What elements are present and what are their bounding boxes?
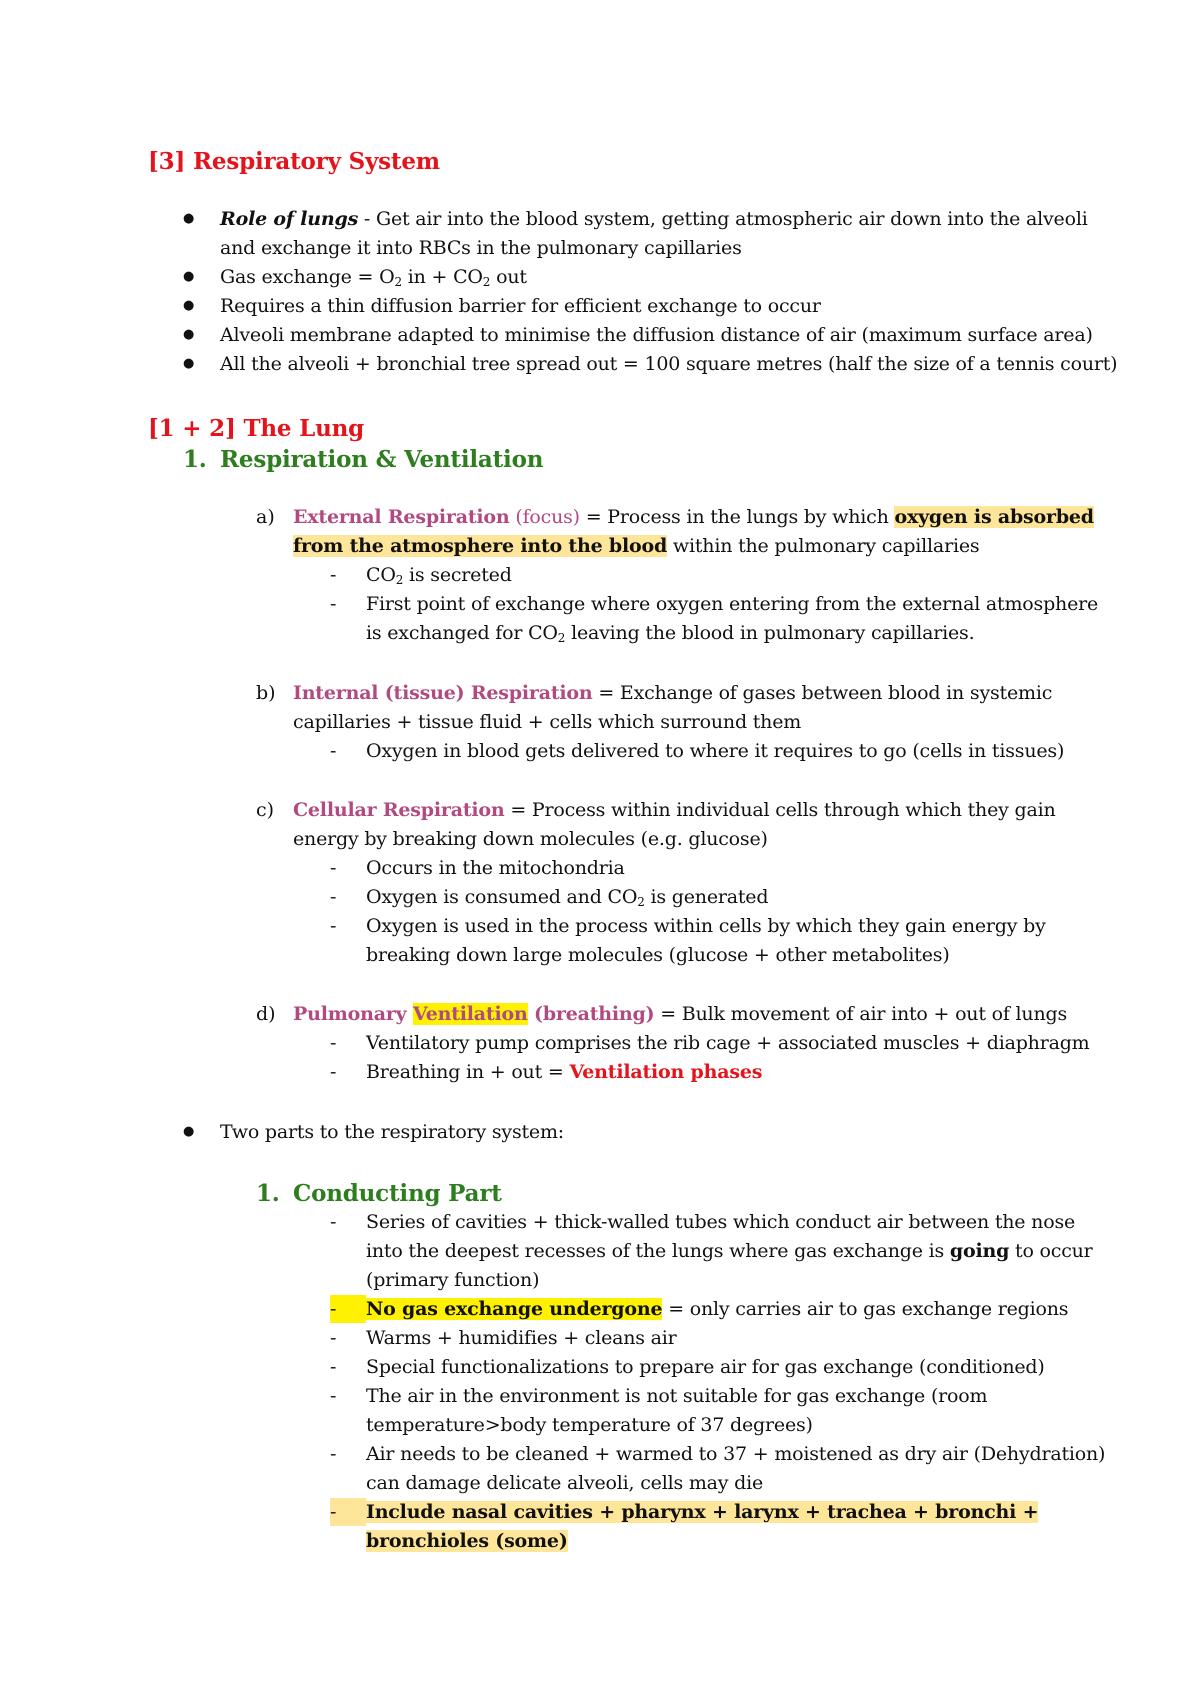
pulmonary-ventilation-sub2: Breathing in + out = Ventilation phases bbox=[366, 1061, 763, 1083]
bullet-icon: ● bbox=[183, 1124, 195, 1139]
dash-icon: - bbox=[330, 1385, 337, 1407]
conducting-item4: Special functionalizations to prepare air for gas exchange (conditioned) bbox=[366, 1356, 1045, 1378]
conducting-item1-cont2: (primary function) bbox=[366, 1269, 540, 1291]
cellular-respiration-sub3-cont: breaking down large molecules (glucose + other metabolites) bbox=[366, 944, 950, 966]
list-item-two-parts: Two parts to the respiratory system: bbox=[220, 1121, 564, 1143]
cellular-respiration-sub3: Oxygen is used in the process within cells by which they gain energy by bbox=[366, 915, 1046, 937]
list-item-gas-exchange: Gas exchange = $O_2$ in + $CO_2$ out bbox=[220, 266, 527, 289]
internal-respiration-line1: Internal (tissue) Respiration = Exchange of gases between blood in systemic bbox=[293, 682, 1053, 704]
dash-icon: - bbox=[330, 593, 337, 615]
conducting-item1: Series of cavities + thick-walled tubes which conduct air between the nose bbox=[366, 1211, 1076, 1233]
internal-respiration-sub1: Oxygen in blood gets delivered to where it requires to go (cells in tissues) bbox=[366, 740, 1065, 762]
dash-icon: - bbox=[330, 740, 337, 762]
list-marker: c) bbox=[256, 799, 275, 821]
pulmonary-ventilation-sub1: Ventilatory pump comprises the rib cage + associated muscles + diaphragm bbox=[366, 1032, 1090, 1054]
list-marker: b) bbox=[256, 682, 276, 704]
bullet-icon: ● bbox=[183, 356, 195, 371]
conducting-item7-cont: bronchioles (some) bbox=[366, 1530, 568, 1552]
external-respiration-line1: External Respiration (focus) = Process in the lungs by which oxygen is absorbed bbox=[293, 506, 1094, 528]
list-item-surface-area: All the alveoli + bronchial tree spread out = 100 square metres (half the size of a tennis court) bbox=[220, 353, 1118, 375]
bullet-icon: ● bbox=[183, 269, 195, 284]
list-item-role-of-lungs: Role of lungs - Get air into the blood system, getting atmospheric air down into the alveoli bbox=[220, 208, 1088, 230]
section-title-respiratory-system: [3] Respiratory System bbox=[148, 148, 440, 175]
section-title-the-lung: [1 + 2] The Lung bbox=[148, 415, 365, 442]
dash-icon: - bbox=[330, 1443, 337, 1465]
external-respiration-sub1: $CO_2$ is secreted bbox=[366, 564, 512, 587]
conducting-item6-cont: can damage delicate alveoli, cells may die bbox=[366, 1472, 764, 1494]
conducting-item7: Include nasal cavities + pharynx + larynx + trachea + bronchi + bbox=[366, 1501, 1039, 1523]
subsection-number: 1. bbox=[256, 1180, 280, 1207]
dash-icon: - bbox=[330, 1032, 337, 1054]
dash-icon: - bbox=[330, 857, 337, 879]
bullet-icon: ● bbox=[183, 298, 195, 313]
external-respiration-line2: from the atmosphere into the blood within the pulmonary capillaries bbox=[293, 535, 980, 557]
dash-icon: - bbox=[330, 1295, 366, 1323]
list-item-role-of-lungs-cont: and exchange it into RBCs in the pulmonary capillaries bbox=[220, 237, 742, 259]
list-item-diffusion-barrier: Requires a thin diffusion barrier for efficient exchange to occur bbox=[220, 295, 821, 317]
internal-respiration-line2: capillaries + tissue fluid + cells which surround them bbox=[293, 711, 802, 733]
subsection-number: 1. bbox=[183, 446, 207, 473]
cellular-respiration-sub2: Oxygen is consumed and $CO_2$ is generated bbox=[366, 886, 769, 909]
cellular-respiration-line2: energy by breaking down molecules (e.g. glucose) bbox=[293, 828, 768, 850]
external-respiration-sub2-cont: is exchanged for $CO_2$ leaving the blood in pulmonary capillaries. bbox=[366, 622, 975, 645]
list-marker: a) bbox=[256, 506, 275, 528]
conducting-item3: Warms + humidifies + cleans air bbox=[366, 1327, 677, 1349]
conducting-item5: The air in the environment is not suitable for gas exchange (room bbox=[366, 1385, 988, 1407]
pulmonary-ventilation-line1: Pulmonary Ventilation (breathing) = Bulk movement of air into + out of lungs bbox=[293, 1003, 1067, 1025]
bullet-icon: ● bbox=[183, 327, 195, 342]
cellular-respiration-line1: Cellular Respiration = Process within individual cells through which they gain bbox=[293, 799, 1056, 821]
conducting-item6: Air needs to be cleaned + warmed to 37 + moistened as dry air (Dehydration) bbox=[366, 1443, 1106, 1465]
conducting-item2: No gas exchange undergone = only carries air to gas exchange regions bbox=[366, 1298, 1069, 1320]
dash-icon: - bbox=[330, 564, 337, 586]
subsection-title-respiration-ventilation: Respiration & Ventilation bbox=[220, 446, 544, 473]
dash-icon: - bbox=[330, 1061, 337, 1083]
conducting-item1-cont: into the deepest recesses of the lungs where gas exchange is going to occur bbox=[366, 1240, 1093, 1262]
cellular-respiration-sub1: Occurs in the mitochondria bbox=[366, 857, 625, 879]
subsection-title-conducting-part: Conducting Part bbox=[293, 1180, 502, 1207]
conducting-item5-cont: temperature>body temperature of 37 degrees) bbox=[366, 1414, 813, 1436]
list-marker: d) bbox=[256, 1003, 276, 1025]
bullet-icon: ● bbox=[183, 211, 195, 226]
dash-icon: - bbox=[330, 1498, 366, 1526]
list-item-alveoli-membrane: Alveoli membrane adapted to minimise the diffusion distance of air (maximum surface area) bbox=[220, 324, 1093, 346]
dash-icon: - bbox=[330, 1327, 337, 1349]
external-respiration-sub2: First point of exchange where oxygen entering from the external atmosphere bbox=[366, 593, 1099, 615]
dash-icon: - bbox=[330, 915, 337, 937]
dash-icon: - bbox=[330, 1211, 337, 1233]
dash-icon: - bbox=[330, 886, 337, 908]
dash-icon: - bbox=[330, 1356, 337, 1378]
